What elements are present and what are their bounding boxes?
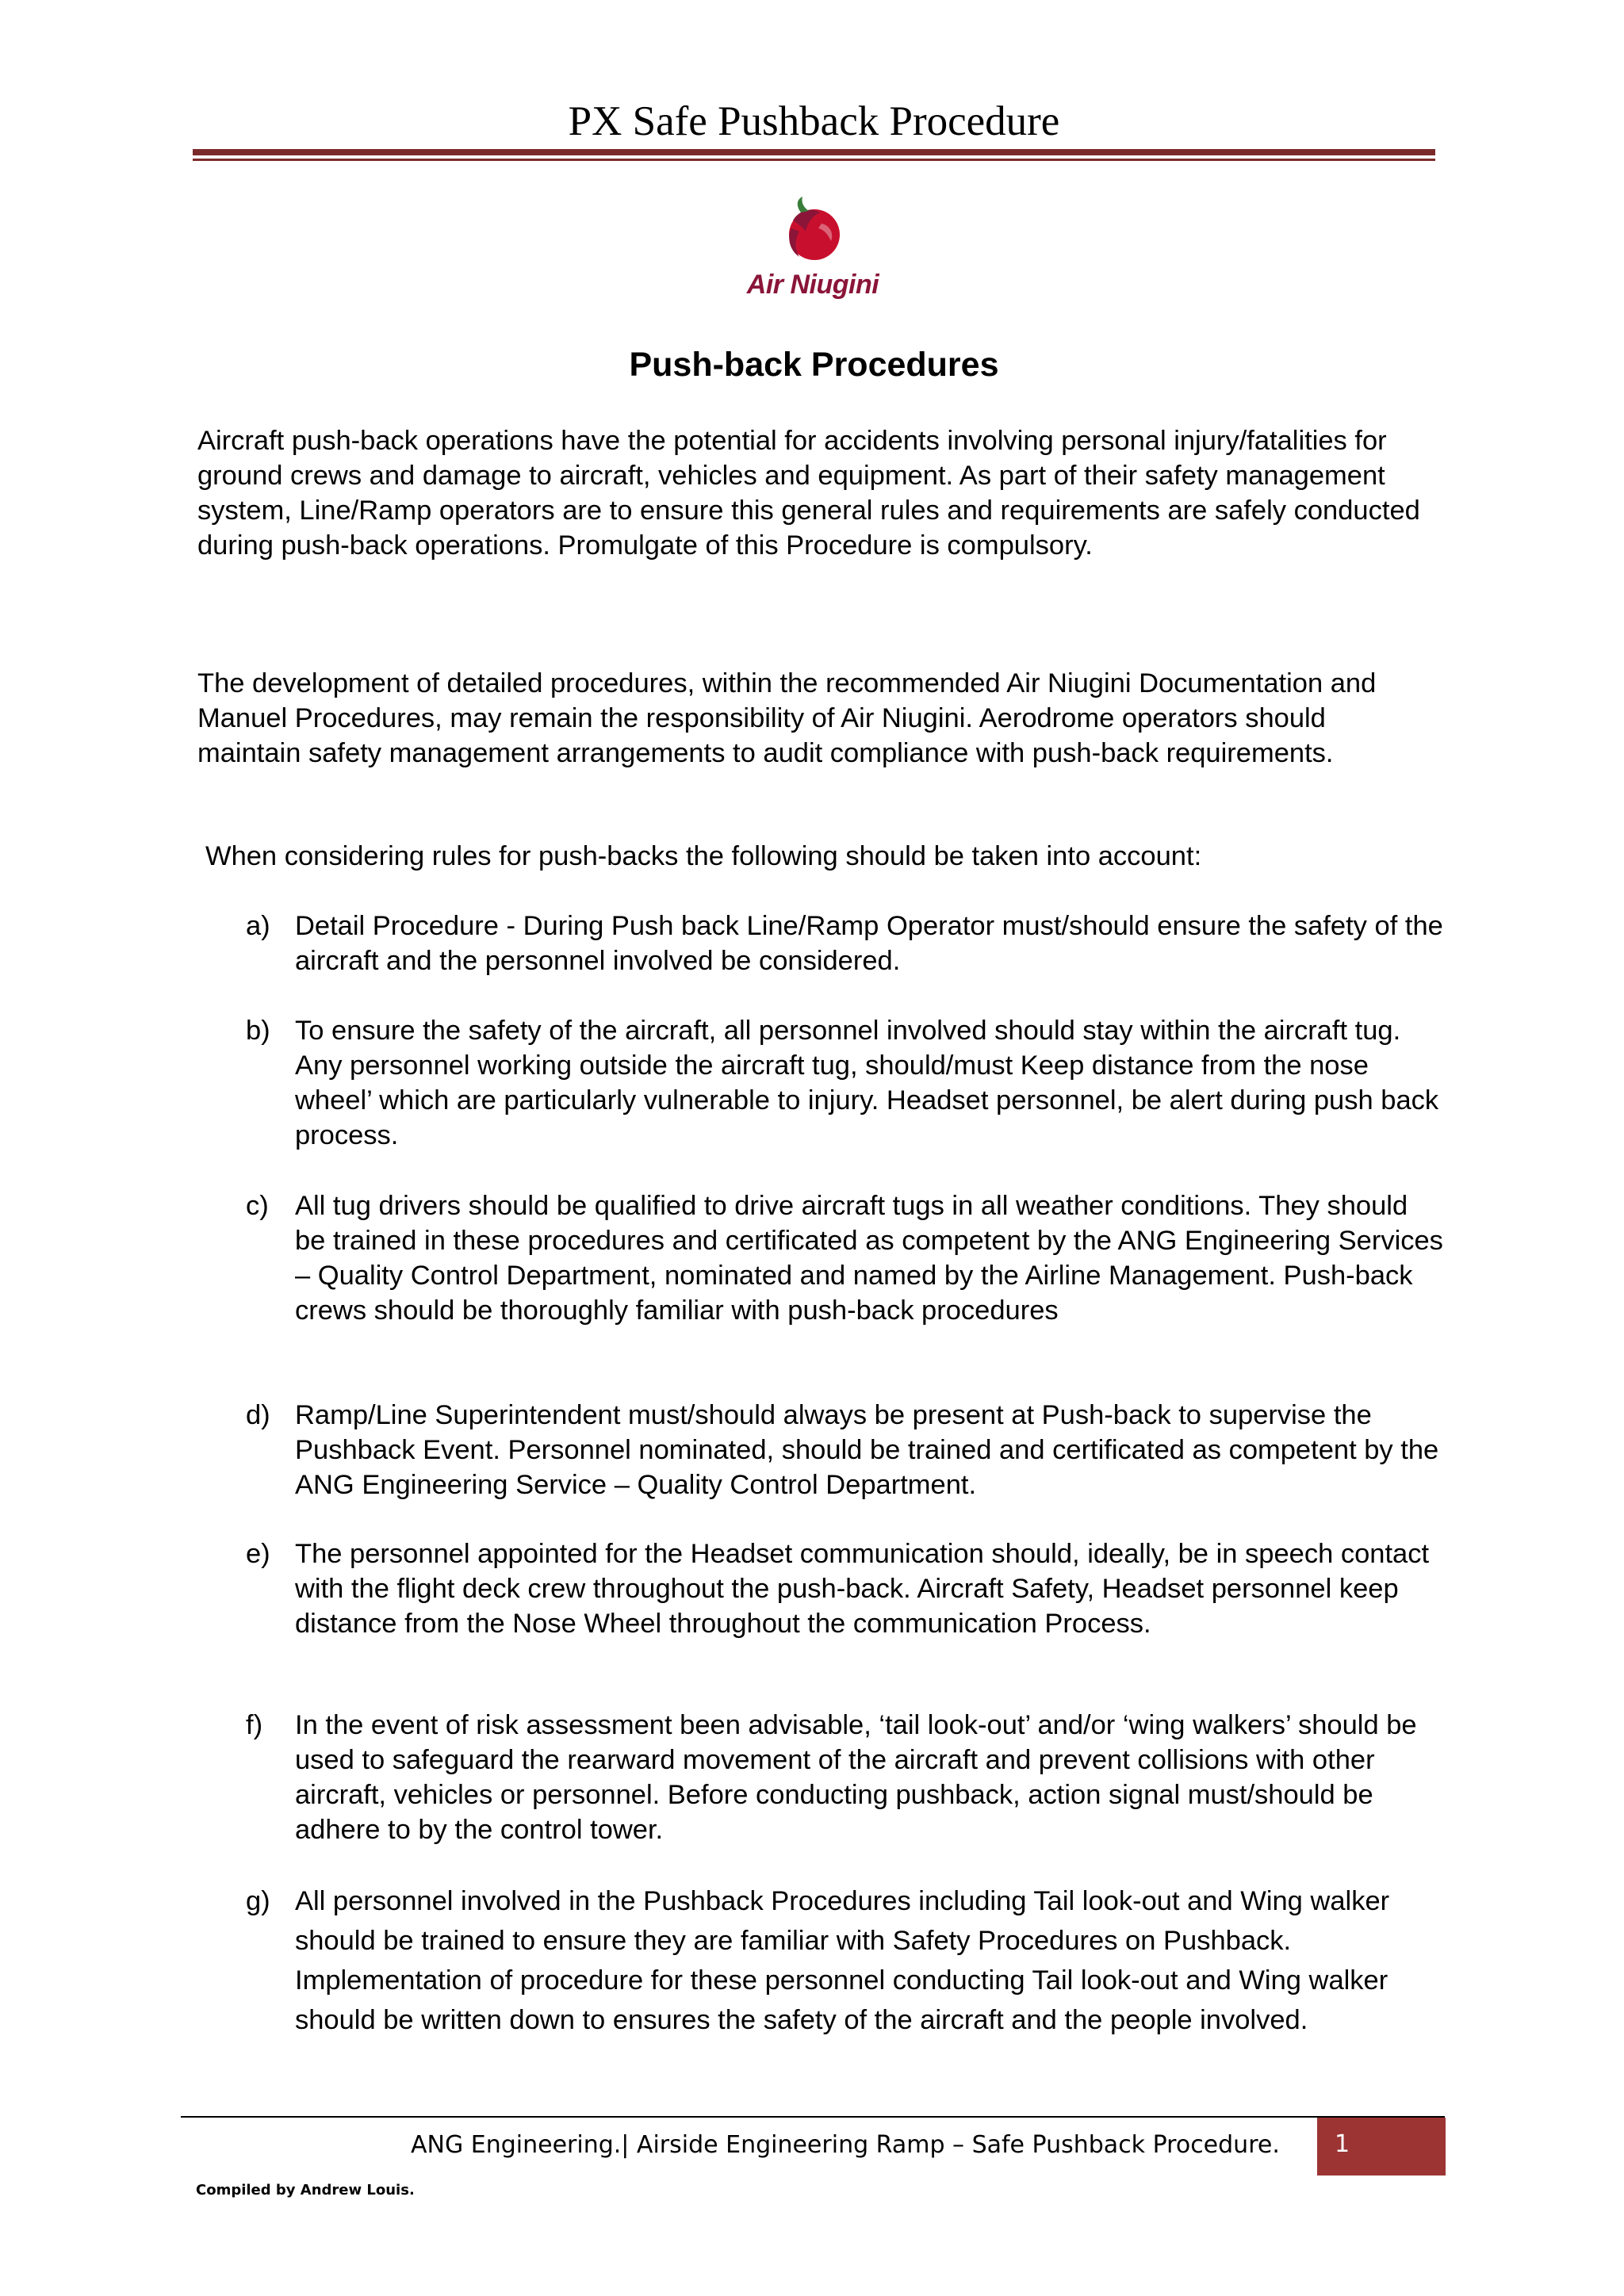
list-item-text: The personnel appointed for the Headset communication should, ideally, be in speech contact with the flight deck crew throughout the push-back. Aircraft Safety, Headset personnel keep distance from the Nose Wheel throughout the communication Process. [295,1539,1430,1639]
list-item-text: In the event of risk assessment been advisable, ‘tail look-out’ and/or ‘wing walkers’ should be used to safeguard the rearward movement of the aircraft and prevent collisions with other aircraft, vehicles or personnel. Before conducting pushback, action signal must/should be adhere to by the control tower. [295,1710,1417,1845]
list-item-label: a) [246,911,270,941]
page-number-badge [1317,2118,1446,2175]
list-item-text: Detail Procedure - During Push back Line/Ramp Operator must/should ensure the safety of the aircraft and the personnel involved be considered. [295,911,1443,976]
list-item-label: c) [246,1191,269,1221]
compiled-by-note: Compiled by Andrew Louis. [196,2182,415,2198]
list-item-label: g) [246,1886,270,1916]
air-niugini-logo [714,193,912,312]
header-rule-thin [193,159,1435,161]
page-number: 1 [1335,2130,1350,2158]
list-item-text: All personnel involved in the Pushback Procedures including Tail look-out and Wing walker should be trained to ensure they are familiar with Safety Procedures on Pushback. Implementation of procedure for these personnel conducting Tail look-out and Wing walker should be written down to ensures the safety of the aircraft and the people involved. [295,1886,1390,2035]
bird-of-paradise-logo-icon [714,193,912,273]
footer-text: ANG Engineering.| Airside Engineering Ramp – Safe Pushback Procedure. [411,2131,1280,2159]
list-item-text: To ensure the safety of the aircraft, all personnel involved should stay within the aircraft tug. Any personnel working outside the aircraft tug, should/must Keep distance from the nose wheel’ which are particularly vulnerable to injury. Headset personnel, be alert during push back process. [295,1016,1439,1150]
list-item-text: Ramp/Line Superintendent must/should always be present at Push-back to supervise the Pushback Event. Personnel nominated, should be trained and certificated as competent by the ANG Engineering Service – Quality Control Department. [295,1400,1439,1500]
document-title: Push-back Procedures [629,346,999,384]
page-header-title: PX Safe Pushback Procedure [568,98,1060,144]
intro-paragraph-1: Aircraft push-back operations have the potential for accidents involving personal injury/fatalities for ground crews and damage to aircraft, vehicles and equipment. As part of their safety management system, Line/Ramp operators are to ensure this general rules and requirements are safely conducted during push-back operations. Promulgate of this Procedure is compulsory. [197,426,1420,561]
list-item-label: b) [246,1016,270,1046]
list-item-label: e) [246,1539,270,1569]
intro-paragraph-2: The development of detailed procedures, within the recommended Air Niugini Documentation and Manuel Procedures, may remain the responsibility of Air Niugini. Aerodrome operators should maintain safety management arrangements to audit compliance with push-back requirements. [197,668,1377,768]
header-rule-thick [193,149,1435,155]
logo-wordmark: Air Niugini [746,270,879,300]
list-item-label: f) [246,1710,263,1740]
list-lead-in: When considering rules for push-backs the following should be taken into account: [205,841,1202,871]
list-item-label: d) [246,1400,270,1430]
footer-rule [181,2116,1445,2118]
list-item-text: All tug drivers should be qualified to drive aircraft tugs in all weather conditions. They should be trained in these procedures and certificated as competent by the ANG Engineering Services – Quality Control Department, nominated and named by the Airline Management. Push-back crews should be thoroughly familiar with push-back procedures [295,1191,1443,1326]
